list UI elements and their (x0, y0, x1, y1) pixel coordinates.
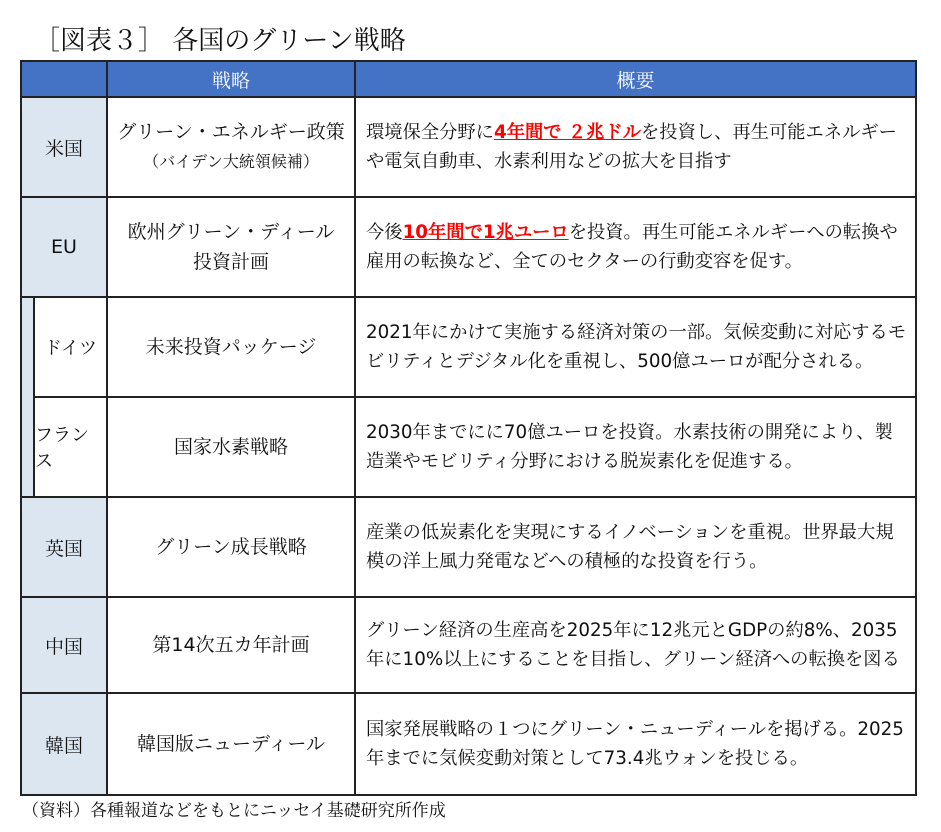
strategy-germany: 未来投資パッケージ (108, 298, 356, 398)
summary-china-text: グリーン経済の生産高を2025年に12兆元とGDPの約8%、2035年に10%以上にすることを目指し、グリーン経済への転換を図る (366, 620, 900, 670)
strategy-eu (108, 198, 356, 298)
summary-us-pre: 環境保全分野に (366, 122, 494, 143)
summary-korea-text: 国家発展戦略の１つにグリーン・ニューディールを掲げる。2025年までに気候変動対策として73.4兆ウォンを投じる。 (366, 719, 904, 769)
summary-eu (356, 198, 917, 298)
figure-title: ［図表３］ 各国のグリーン戦略 (34, 26, 406, 56)
strategy-china: 第14次五カ年計画 (108, 598, 356, 694)
summary-eu-post: を投資。再生可能エネルギーへの転換や雇用の転換など、全てのセクターの行動変容を促す。 (366, 222, 898, 272)
summary-france-text: 2030年までにに70億ユーロを投資。水素技術の開発により、製造業やモビリティ分野における脱炭素化を促進する。 (366, 422, 893, 472)
summary-eu-highlight: 10年間で1兆ユーロ (402, 222, 569, 243)
strategy-korea: 韓国版ニューディール (108, 694, 356, 796)
summary-korea (356, 694, 917, 796)
summary-us-post: を投資し、再生可能エネルギーや電気自動車、水素利用などの拡大を目指す (366, 122, 897, 172)
summary-uk (356, 498, 917, 598)
summary-uk-text: 産業の低炭素化を実現にするイノベーションを重視。世界最大規模の洋上風力発電などへの積極的な投資を行う。 (366, 522, 894, 572)
country-germany: ドイツ (33, 298, 106, 398)
summary-us (356, 98, 917, 198)
strategy-us-name: グリーン・エネルギー政策 (117, 121, 345, 143)
country-korea: 韓国 (20, 694, 108, 796)
source-note: （資料）各種報道などをもとにニッセイ基礎研究所作成 (22, 801, 446, 821)
strategy-france: 国家水素戦略 (108, 398, 356, 498)
strategy-table (20, 60, 917, 796)
country-france-cell (20, 398, 108, 498)
country-france: フランス (33, 398, 106, 496)
summary-us-highlight: 4年間で ２兆ドル (493, 122, 642, 143)
summary-germany-text: 2021年にかけて実施する経済対策の一部。気候変動に対応するモビリティとデジタル化を重視し、500億ユーロが配分される。 (366, 322, 907, 372)
header-summary: 概要 (356, 60, 917, 98)
strategy-us (108, 98, 356, 198)
strategy-eu-note: 投資計画 (192, 251, 269, 273)
country-china: 中国 (20, 598, 108, 694)
strategy-uk: グリーン成長戦略 (108, 498, 356, 598)
header-strategy: 戦略 (108, 60, 356, 98)
country-uk: 英国 (20, 498, 108, 598)
summary-china (356, 598, 917, 694)
country-germany-cell (20, 298, 108, 398)
summary-eu-pre: 今後 (366, 222, 403, 243)
summary-germany (356, 298, 917, 398)
strategy-us-note: （バイデン大統領候補） (143, 152, 319, 171)
header-blank-cell (20, 60, 108, 98)
country-us: 米国 (20, 98, 108, 198)
strategy-eu-name: 欧州グリーン・ディール (127, 221, 335, 243)
country-eu: EU (20, 198, 108, 298)
summary-france (356, 398, 917, 498)
